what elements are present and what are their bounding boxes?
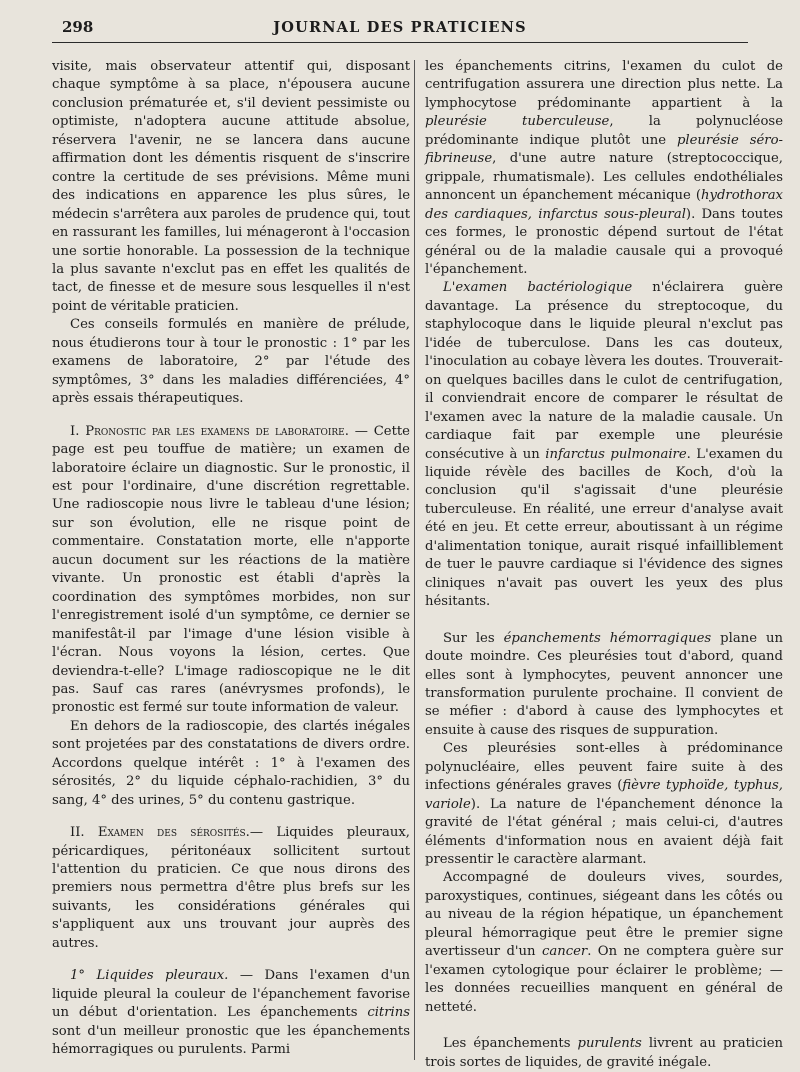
paragraph: En dehors de la radioscopie, des clartés inégales sont projetées par des constatations de divers ordre. Accordons quelque intérêt : 1° à l'examen des sérosités, 2° du liquide céphalo-rachidien, 3° du sang, 4° des urines, 5° du contenu gastrique. bbox=[52, 718, 410, 808]
page-header bbox=[52, 16, 748, 43]
italic-term: cancer bbox=[541, 944, 588, 960]
section-text: — Liquides pleuraux, péricardiques, péritonéaux sollicitent surtout l'attention du praticien. Ce que nous dirons des premiers nous permettra d'être plus brefs sur les suivants, les considérations générales qui s'appliquent aux uns trouvant jour auprès des autres. bbox=[52, 825, 410, 951]
text-run: les épanchements citrins, l'examen du culot de centrifugation assurera une direction plus nette. La lymphocytose prédominante appartient à la bbox=[425, 59, 783, 111]
paragraph bbox=[425, 630, 783, 741]
text-run: Accompagné de douleurs vives, sourdes, paroxystiques, continues, siégeant dans les côtés ou au niveau de la région hépatique, un épanchement pleural hémorragique peut être le premier signe avertisseur d'un bbox=[425, 870, 783, 960]
text-run: . On ne comptera guère sur l'examen cytologique pour éclairer le problème; — les données recueillies manquent en général de netteté. bbox=[425, 944, 783, 1015]
subsection-lead: 1° Liquides pleuraux. bbox=[70, 968, 229, 984]
page-number: 298 bbox=[62, 18, 94, 36]
text-run: , la polynucléose prédominante indique plutôt une bbox=[425, 114, 783, 148]
left-column bbox=[52, 58, 410, 1060]
paragraph bbox=[425, 1035, 783, 1072]
text-run: n'éclairera guère davantage. La présence du streptocoque, du staphylocoque dans le liquide pleural n'exclut pas l'idée de tuberculose. Dans les cas douteux, l'inoculation au cobaye lèvera les doutes. Trouverait-on quelques bacilles dans le culot de centrifugation, il conviendrait encore de comparer le résultat de l'examen avec la nature de la maladie causale. Un cardiaque fait par exemple une pleurésie consécutive à un bbox=[425, 280, 783, 462]
text-run: sont d'un meilleur pronostic que les épanchements hémorragiques ou purulents. Parmi bbox=[52, 1023, 410, 1058]
text-run: , d'une autre nature (streptococcique, grippale, rhumatismale). Les cellules endothéliales annoncent un épanchement mécanique ( bbox=[425, 151, 783, 204]
text-run: plane un doute moindre. Ces pleurésies tout d'abord, quand elles sont à lymphocytes, peuvent annoncer une transformation purulente prochaine. Il convient de se méfier : d'abord à cause des lymphocytes et ensuite à cause des risques de suppuration. bbox=[425, 630, 783, 738]
paragraph: visite, mais observateur attentif qui, disposant chaque symptôme à sa place, n'épousera aucune conclusion prématurée et, s'il devient pessimiste ou optimiste, n'adoptera aucune attitude absolue, réservera l'avenir, ne se lancera dans aucune affirmation dont les démentis risquent de s'inscrire contre la certitude de ses prévisions. Même muni des indications en apparence les plus sûres, le médecin s'arrêtera aux paroles de prudence qui, tout en rassurant les familles, lui ménageront à l'occasion une sortie honorable. La possession de la technique la plus savante n'exclut pas en effet les qualités de tact, de finesse et de mesure sous lesquelles il n'est point de véritable praticien. bbox=[52, 59, 410, 314]
paragraph bbox=[52, 967, 410, 1059]
journal-title: JOURNAL DES PRATICIENS bbox=[273, 19, 527, 36]
paragraph: Ces conseils formulés en manière de prélude, nous étudierons tour à tour le pronostic : 1° par les examens de laboratoire, 2° par l'étude des symptômes, 3° dans les maladies différenciées, 4° après essais thérapeutiques. bbox=[52, 317, 410, 407]
paragraph bbox=[425, 279, 783, 611]
paragraph bbox=[425, 869, 783, 1017]
italic-term: purulents bbox=[577, 1036, 642, 1052]
right-column bbox=[425, 58, 783, 1072]
text-run: Ces pleurésies sont-elles à prédominance polynucléaire, elles peuvent faire suite à des infections générales graves ( bbox=[425, 741, 783, 794]
paragraph bbox=[425, 58, 783, 279]
italic-term: L'examen bactériologique bbox=[443, 280, 633, 296]
italic-term: hydrothorax des cardiaques, infarctus sous-pleural bbox=[425, 188, 783, 222]
italic-term: pleurésie séro-fibrineuse bbox=[425, 132, 783, 167]
text-run: ). Dans toutes ces formes, le pronostic dépend surtout de l'état général ou de la maladie causale qui a provoqué l'épanchement. bbox=[425, 206, 783, 277]
italic-term: citrins bbox=[367, 1005, 410, 1021]
italic-term: épanchements hémorragiques bbox=[503, 630, 712, 646]
section-heading: I. Pronostic par les examens de laboratoire. bbox=[70, 423, 349, 439]
text-run: . L'examen du liquide révèle des bacilles de Koch, d'où la conclusion qu'il s'agissait d'une pleurésie tuberculeuse. En réalité, une erreur d'analyse avait été en jeu. Et cette erreur, aboutissant à un régime d'alimentation tonique, aurait risqué infailliblement de tuer le pauvre cardiaque si l'évidence des signes cliniques n'avait pas ouvert les yeux des plus hésitants. bbox=[425, 446, 783, 610]
text-run: ). La nature de l'épanchement dénonce la gravité de l'état général ; mais celui-ci, d'autres éléments d'information nous en avaient déjà fait pressentir le caractère alarmant. bbox=[425, 796, 783, 868]
section-paragraph bbox=[52, 423, 410, 718]
italic-term: pleurésie tuberculeuse bbox=[425, 114, 610, 130]
italic-term: infarctus pulmonaire bbox=[545, 446, 687, 462]
text-run: Sur les bbox=[443, 630, 504, 646]
text-run: livrent au praticien trois sortes de liquides, de gravité inégale. bbox=[425, 1036, 784, 1070]
text-run: Les épanchements bbox=[443, 1036, 578, 1052]
section-heading: II. Examen des sérosités. bbox=[70, 825, 250, 841]
section-text: — Cette page est peu touffue de matière; un examen de laboratoire éclaire un diagnostic. Sur le pronostic, il est pour l'ordinaire, d'une discrétion regrettable. Une radioscopie nous livre le tableau d'une lésion; sur son évolution, elle ne risque point de commentaire. Constatation morte, elle n'apporte aucun document sur les réactions de la matière vivante. Un pronostic est établi d'après la coordination des symptômes morbides, non sur l'enregistrement isolé d'un symptôme, ce dernier se manifestât-il par l'image d'une lésion visible à l'écran. Nous voyons la lésion, certes. Que deviendra-t-elle? L'image radioscopique ne le dit pas. Sauf cas rares (anévrysmes profonds), le pronostic est fermé sur toute information de valeur. bbox=[52, 423, 410, 716]
text-run: — Dans l'examen d'un liquide pleural la couleur de l'épanchement favorise un début d'orientation. Les épanchements bbox=[52, 968, 410, 1021]
italic-term: fièvre typhoïde, typhus, variole bbox=[425, 778, 783, 812]
section-paragraph bbox=[52, 824, 410, 953]
paragraph bbox=[425, 740, 783, 869]
column-divider bbox=[414, 60, 415, 1060]
